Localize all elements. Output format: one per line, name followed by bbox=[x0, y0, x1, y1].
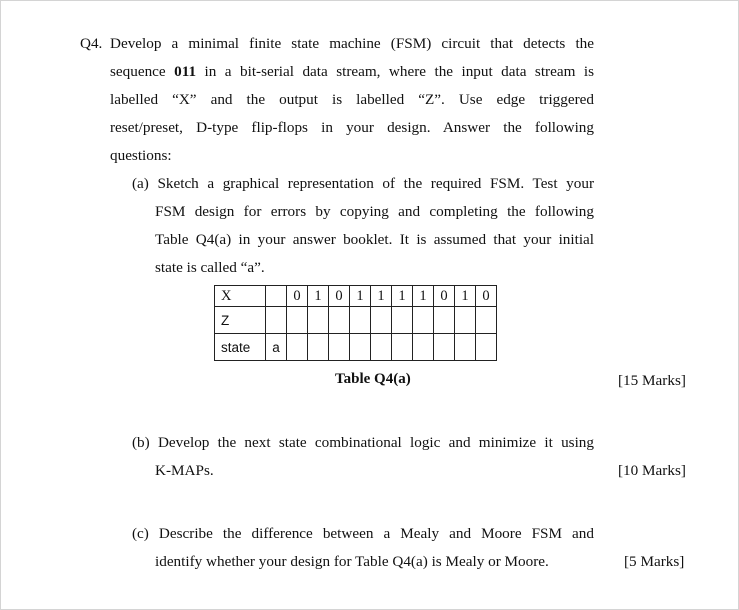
part-c-line-2: identify whether your design for Table Q4(a) is Mealy or Moore. bbox=[155, 553, 549, 570]
intro-line-3: labelled “X” and the output is labelled “Z”. Use edge triggered bbox=[110, 91, 594, 108]
intro-line-5: questions: bbox=[110, 147, 172, 164]
initial-state-cell: a bbox=[266, 334, 287, 361]
table-cell bbox=[287, 307, 308, 334]
table-cell bbox=[329, 334, 350, 361]
table-cell bbox=[266, 307, 287, 334]
x-value-4: 1 bbox=[350, 286, 371, 307]
part-a-line-1: (a) Sketch a graphical representation of the required FSM. Test your bbox=[132, 175, 594, 192]
part-a-line-3: Table Q4(a) in your answer booklet. It is assumed that your initial bbox=[155, 231, 594, 248]
table-cell bbox=[392, 334, 413, 361]
x-value-7: 1 bbox=[413, 286, 434, 307]
part-b-line-2: K-MAPs. bbox=[155, 462, 214, 479]
part-c-marks: [5 Marks] bbox=[624, 553, 685, 570]
x-value-9: 1 bbox=[455, 286, 476, 307]
table-cell bbox=[455, 334, 476, 361]
table-cell bbox=[476, 334, 497, 361]
table-cell bbox=[287, 334, 308, 361]
table-cell bbox=[371, 307, 392, 334]
intro-line-2: sequence 011 in a bit-serial data stream, where the input data stream is bbox=[110, 63, 594, 80]
row-label-state: state bbox=[215, 334, 266, 361]
row-label-x: X bbox=[215, 286, 266, 307]
x-value-5: 1 bbox=[371, 286, 392, 307]
question-number: Q4. bbox=[80, 35, 103, 52]
x-value-2: 1 bbox=[308, 286, 329, 307]
table-row-x bbox=[215, 286, 497, 307]
part-c-line-1: (c) Describe the difference between a Mealy and Moore FSM and bbox=[132, 525, 594, 542]
x-value-10: 0 bbox=[476, 286, 497, 307]
table-cell bbox=[434, 334, 455, 361]
table-cell bbox=[308, 334, 329, 361]
table-row-z bbox=[215, 307, 497, 334]
table-q4a bbox=[214, 285, 497, 361]
table-cell bbox=[476, 307, 497, 334]
table-cell bbox=[455, 307, 476, 334]
target-sequence: 011 bbox=[174, 63, 197, 80]
row-label-z: Z bbox=[215, 307, 266, 334]
table-cell bbox=[329, 307, 350, 334]
x-value-6: 1 bbox=[392, 286, 413, 307]
table-cell bbox=[434, 307, 455, 334]
part-a-line-4: state is called “a”. bbox=[155, 259, 265, 276]
x-value-3: 0 bbox=[329, 286, 350, 307]
part-a-line-2: FSM design for errors by copying and completing the following bbox=[155, 203, 594, 220]
part-b-marks: [10 Marks] bbox=[618, 462, 686, 479]
table-cell bbox=[413, 334, 434, 361]
part-b-line-1: (b) Develop the next state combinational logic and minimize it using bbox=[132, 434, 594, 451]
x-value-8: 0 bbox=[434, 286, 455, 307]
table-row-state bbox=[215, 334, 497, 361]
table-cell bbox=[392, 307, 413, 334]
table-cell bbox=[350, 307, 371, 334]
table-caption: Table Q4(a) bbox=[335, 371, 411, 387]
table-cell bbox=[266, 286, 287, 307]
part-a-marks: [15 Marks] bbox=[618, 372, 686, 389]
intro-line-1: Develop a minimal finite state machine (FSM) circuit that detects the bbox=[110, 35, 594, 52]
table-cell bbox=[350, 334, 371, 361]
intro-line-4: reset/preset, D-type flip-flops in your design. Answer the following bbox=[110, 119, 594, 136]
table-cell bbox=[413, 307, 434, 334]
x-value-1: 0 bbox=[287, 286, 308, 307]
table-cell bbox=[308, 307, 329, 334]
table-cell bbox=[371, 334, 392, 361]
